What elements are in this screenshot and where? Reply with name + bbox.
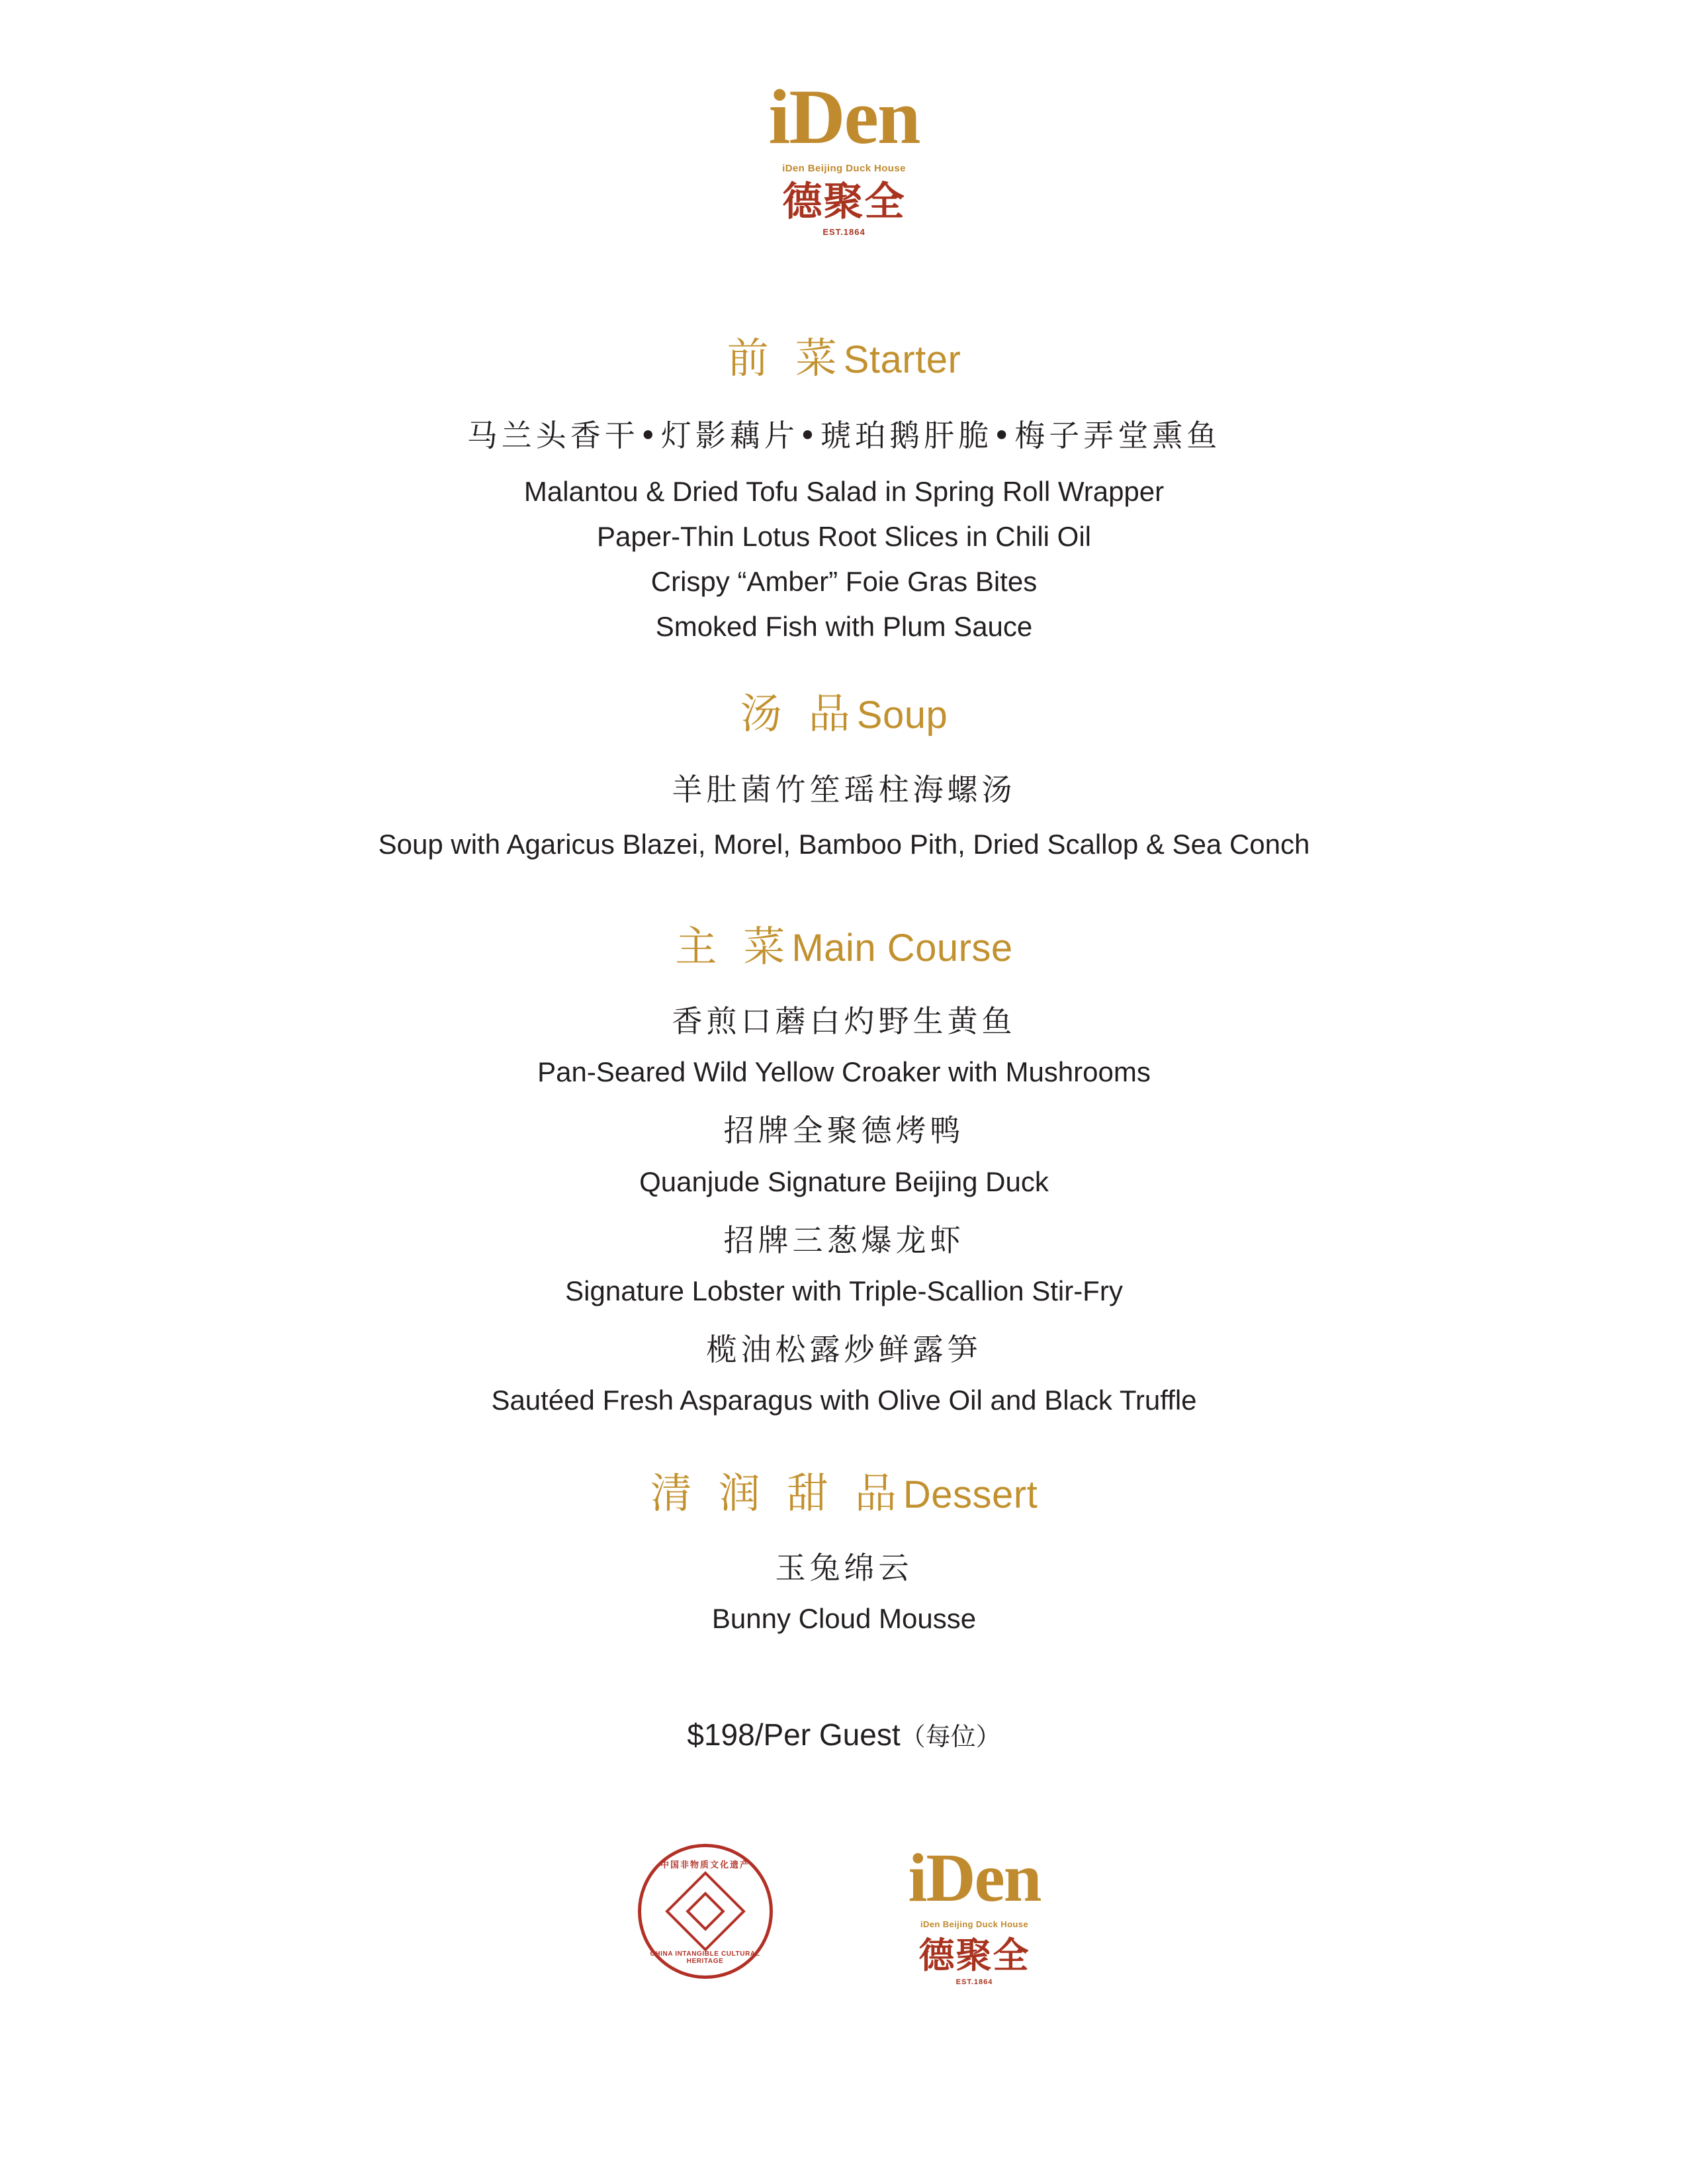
dish-name-cn: 招牌全聚德烤鸭 [723,1113,965,1149]
footer [638,1839,1051,1986]
section-heading-starter [183,334,1506,383]
section-heading-cn: 汤 品 [740,690,857,739]
dish-item [183,1220,1506,1312]
dish-name-cn: 招牌三葱爆龙虾 [723,1222,965,1258]
dish-name-en: Malantou & Dried Tofu Salad in Spring Roll Wrapper [523,476,1165,508]
dish-name-en: Bunny Cloud Mousse [711,1602,977,1634]
footer-logo-subtitle: iDen Beijing Duck House [920,1919,1029,1929]
dish-name-en: Quanjude Signature Beijing Duck [639,1165,1049,1197]
dish-name-cn: 玉兔绵云 [775,1549,913,1586]
dish-item [183,1329,1506,1421]
footer-logo [899,1839,1051,1986]
section-heading-soup [183,690,1506,739]
section-heading-en: Main Course [791,927,1013,970]
heritage-seal-icon [638,1844,773,1979]
dish-name-en: Paper-Thin Lotus Root Slices in Chili Oil [597,521,1091,553]
heritage-seal-diamond [665,1871,746,1952]
dish-item [183,1547,1506,1639]
brand-logo-chinese: 德聚全 [782,179,906,225]
menu-section-soup [183,690,1506,865]
brand-established: EST.1864 [822,227,866,237]
section-heading-en: Starter [843,338,961,381]
menu-section-main-course [183,923,1506,1420]
section-heading-cn: 前 菜 [727,334,844,383]
footer-logo-chinese: 德聚全 [918,1933,1030,1976]
dish-name-cn: 香煎口蘑白灼野生黄鱼 [672,1003,1016,1040]
dish-name-en: Sautéed Fresh Asparagus with Olive Oil and Black Truffle [491,1384,1197,1416]
dish-name-cn: 羊肚菌竹笙瑶柱海螺汤 [672,772,1016,808]
section-heading-main-course [183,923,1506,972]
heritage-seal-diamond-inner [686,1891,725,1931]
section-heading-en: Dessert [903,1473,1038,1516]
menu-section-dessert [183,1469,1506,1639]
dish-item [183,1110,1506,1202]
menu-content [183,237,1506,1752]
dish-name-en: Soup with Agaricus Blazei, Morel, Bamboo Pith, Dried Scallop & Sea Conch [378,829,1310,860]
price-note: （每位） [900,1721,1001,1751]
heritage-seal-bottom-text: CHINA INTANGIBLE CULTURAL HERITAGE [650,1950,760,1965]
brand-logo-subtitle: iDen Beijing Duck House [782,163,906,174]
menu-price [183,1716,1506,1752]
dish-item [183,1001,1506,1093]
section-heading-en: Soup [856,694,948,737]
header-logo [758,73,930,237]
price-amount: $198/Per Guest [687,1717,901,1752]
brand-logo-mark: iDen [768,73,920,160]
section-heading-cn: 主 菜 [675,923,792,972]
section-heading-dessert [183,1469,1506,1518]
dish-name-en: Signature Lobster with Triple-Scallion Stir-Fry [565,1275,1123,1306]
dish-item [183,415,1506,649]
menu-section-starter [183,334,1506,649]
dish-name-cn: 马兰头香干•灯影藕片•琥珀鹅肝脆•梅子弄堂熏鱼 [466,418,1222,453]
heritage-seal-top-text: 中国非物质文化遗产 [660,1860,750,1870]
dish-item [183,769,1506,865]
footer-established: EST.1864 [955,1978,993,1986]
dish-name-en: Smoked Fish with Plum Sauce [655,611,1033,643]
dish-name-en: Pan-Seared Wild Yellow Croaker with Mushrooms [537,1056,1151,1088]
dish-name-en: Crispy “Amber” Foie Gras Bites [650,566,1038,598]
footer-logo-mark: iDen [908,1839,1041,1916]
dish-name-cn: 榄油松露炒鲜露笋 [706,1331,982,1367]
section-heading-cn: 清 润 甜 品 [650,1469,903,1518]
